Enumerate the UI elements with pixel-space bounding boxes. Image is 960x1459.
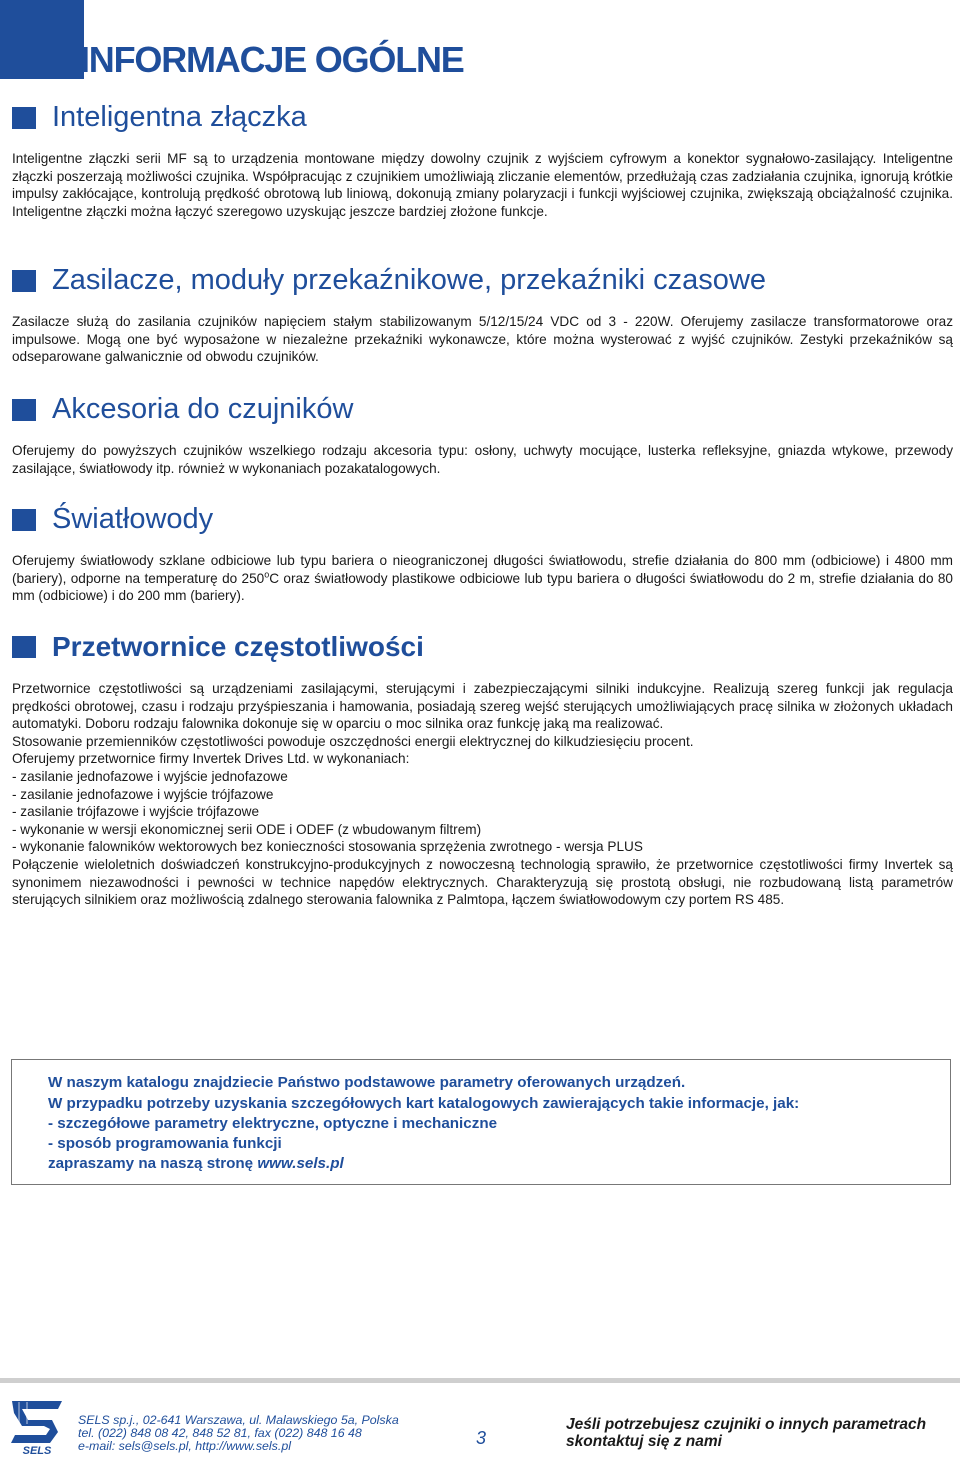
page-number: 3 [476, 1428, 487, 1448]
list-item: - zasilanie trójfazowe i wyjście trójfazowe [12, 804, 260, 820]
page-title: INFORMACJE OGÓLNE [80, 39, 464, 80]
info-line: - szczegółowe parametry elektryczne, optyczne i mechaniczne [48, 1115, 498, 1132]
header-corner-block [0, 0, 84, 79]
catalog-info-box [11, 1059, 951, 1185]
list-item: - zasilanie jednofazowe i wyjście jednofazowe [12, 768, 288, 784]
list-item: - wykonanie w wersji ekonomicznej serii ODE i ODEF (z wbudowanym filtrem) [12, 821, 482, 837]
paragraph-part: Oferujemy światłowody szklane odbiciowe lub typu bariera o nieograniczonej długości światłowodu, strefie działania do 800 mm (odbiciowe) i 4800 mm (bariery), odporne na temperaturę do 250 [12, 553, 953, 586]
footer-promo: skontaktuj się z nami [566, 1433, 722, 1450]
section-heading-przetwornice [12, 633, 424, 661]
section-title: Akcesoria do czujników [52, 393, 354, 425]
paragraph [12, 552, 953, 605]
footer-band [0, 1378, 960, 1383]
sels-logo [6, 1398, 68, 1456]
info-line-website [48, 1155, 344, 1173]
footer-phone: tel. (022) 848 08 42, 848 52 81, fax (022) 848 16 48 [78, 1426, 362, 1440]
paragraph: Zasilacze służą do zasilania czujników napięciem stałym stabilizowanym 5/12/15/24 VDC od 3 - 220W. Oferujemy zasilacze transformatorowe oraz impulsowe. Mogą one być wyposażone w niezależne przekaźniki wykonawcze, które można wysterować z wyjść czujników. Zestyki przekaźników są odseparowane galwanicznie od obwodu czujników. [12, 314, 953, 365]
section-heading-akcesoria [12, 395, 353, 424]
list-item: - wykonanie falowników wektorowych bez konieczności stosowania sprzężenia zwrotnego - wersja PLUS [12, 839, 643, 855]
section-title: Przetwornice częstotliwości [52, 631, 424, 662]
square-bullet-icon [12, 399, 36, 421]
info-line: - sposób programowania funkcji [48, 1135, 282, 1152]
paragraph-part: C oraz światłowody plastikowe odbiciowe lub typu bariera o długości światłowodu do 2 m, strefie działania do 80 mm (odbiciowe) i do 200 mm (bariery). [12, 570, 953, 604]
paragraph: Połączenie wieloletnich doświadczeń konstrukcyjno-produkcyjnych z nowoczesną technologią sprawiło, że przetwornice częstotliwości firmy Invertek są synonimem niezawodności i pewności w technice napędów elektrycznych. Charakteryzują się prostotą obsługi, nie rozbudowaną listą parametrów sterujących silnikiem oraz możliwością zdalnego sterowania falownika z Palmtopa, łączem światłowodowym czy portem RS 485. [12, 856, 953, 908]
section-heading-zasilacze [12, 266, 766, 295]
footer-email[interactable]: e-mail: sels@sels.pl, http://www.sels.pl [78, 1439, 291, 1453]
section-title: Światłowody [52, 503, 214, 535]
paragraph: Oferujemy do powyższych czujników wszelkiego rodzaju akcesoria typu: osłony, uchwyty mocujące, lusterka refleksyjne, gniazda wtykowe, przewody zasilające, światłowody itp. również w wykonaniach pozakatalogowych. [12, 443, 953, 476]
website-link[interactable]: www.sels.pl [257, 1155, 344, 1172]
info-line: W przypadku potrzeby uzyskania szczegółowych kart katalogowych zawierających takie informacje, jak: [48, 1095, 800, 1112]
paragraph: Oferujemy przetwornice firmy Invertek Drives Ltd. w wykonaniach: [12, 751, 410, 767]
section-heading-inteligentna-zlaczka [12, 103, 307, 132]
footer-promo: Jeśli potrzebujesz czujniki o innych parametrach [566, 1416, 927, 1433]
info-line: W naszym katalogu znajdziecie Państwo podstawowe parametry oferowanych urządzeń. [48, 1074, 686, 1091]
section-title: Zasilacze, moduły przekaźnikowe, przekaźniki czasowe [52, 264, 767, 296]
section-body-zasilacze [12, 313, 953, 366]
paragraph: Stosowanie przemienników częstotliwości powoduje oszczędności energii elektrycznej do kilkudziesięciu procent. [12, 733, 694, 749]
section-heading-swiatlowody [12, 505, 213, 534]
section-body-inteligentna-zlaczka [12, 150, 953, 220]
section-title: Inteligentna złączka [52, 101, 307, 133]
square-bullet-icon [12, 107, 36, 129]
section-body-przetwornice [12, 680, 953, 909]
list-item: - zasilanie jednofazowe i wyjście trójfazowe [12, 786, 274, 802]
degree-superscript: o [264, 569, 270, 580]
logo-wordmark: SELS [22, 1445, 52, 1456]
section-body-akcesoria [12, 442, 953, 477]
square-bullet-icon [12, 270, 36, 292]
info-line-prefix: zapraszamy na naszą stronę [48, 1155, 258, 1172]
footer-address: SELS sp.j., 02-641 Warszawa, ul. Malawskiego 5a, Polska [78, 1413, 399, 1427]
square-bullet-icon [12, 509, 36, 531]
square-bullet-icon [12, 636, 36, 658]
paragraph: Przetwornice częstotliwości są urządzeniami zasilającymi, sterującymi i zabezpieczającymi silniki indukcyjne. Realizują szereg funkcji jak regulacja prędkości obrotowej, czasu i rodzaju przyśpieszania i hamowania, posiadają szereg wejść sterujących umożliwiających pracę silnika w złożonych układach automatyki. Doboru rodzaju falownika dokonuje się w oparciu o moc silnika oraz funkcję jaką ma realizować. [12, 681, 953, 732]
paragraph: Inteligentne złączki serii MF są to urządzenia montowane między dowolny czujnik z wyjściem cyfrowym a konektor sygnałowo-zasilający. Inteligentne złączki poszerzają możliwości czujnika. Współpracując z czujnikiem umożliwiają zliczanie elementów, przedłużają czas zadziałania czujnika, ignorują krótkie impulsy zakłócające, kontrolują prędkość obrotową lub liniową, dokonują zmiany polaryzacji i funkcji wyjściowej czujnika, zwiększają obciążalność czujnika. Inteligentne złączki można łączyć szeregowo uzyskując jeszcze bardziej złożone funkcje. [12, 151, 953, 219]
section-body-swiatlowody [12, 552, 953, 605]
